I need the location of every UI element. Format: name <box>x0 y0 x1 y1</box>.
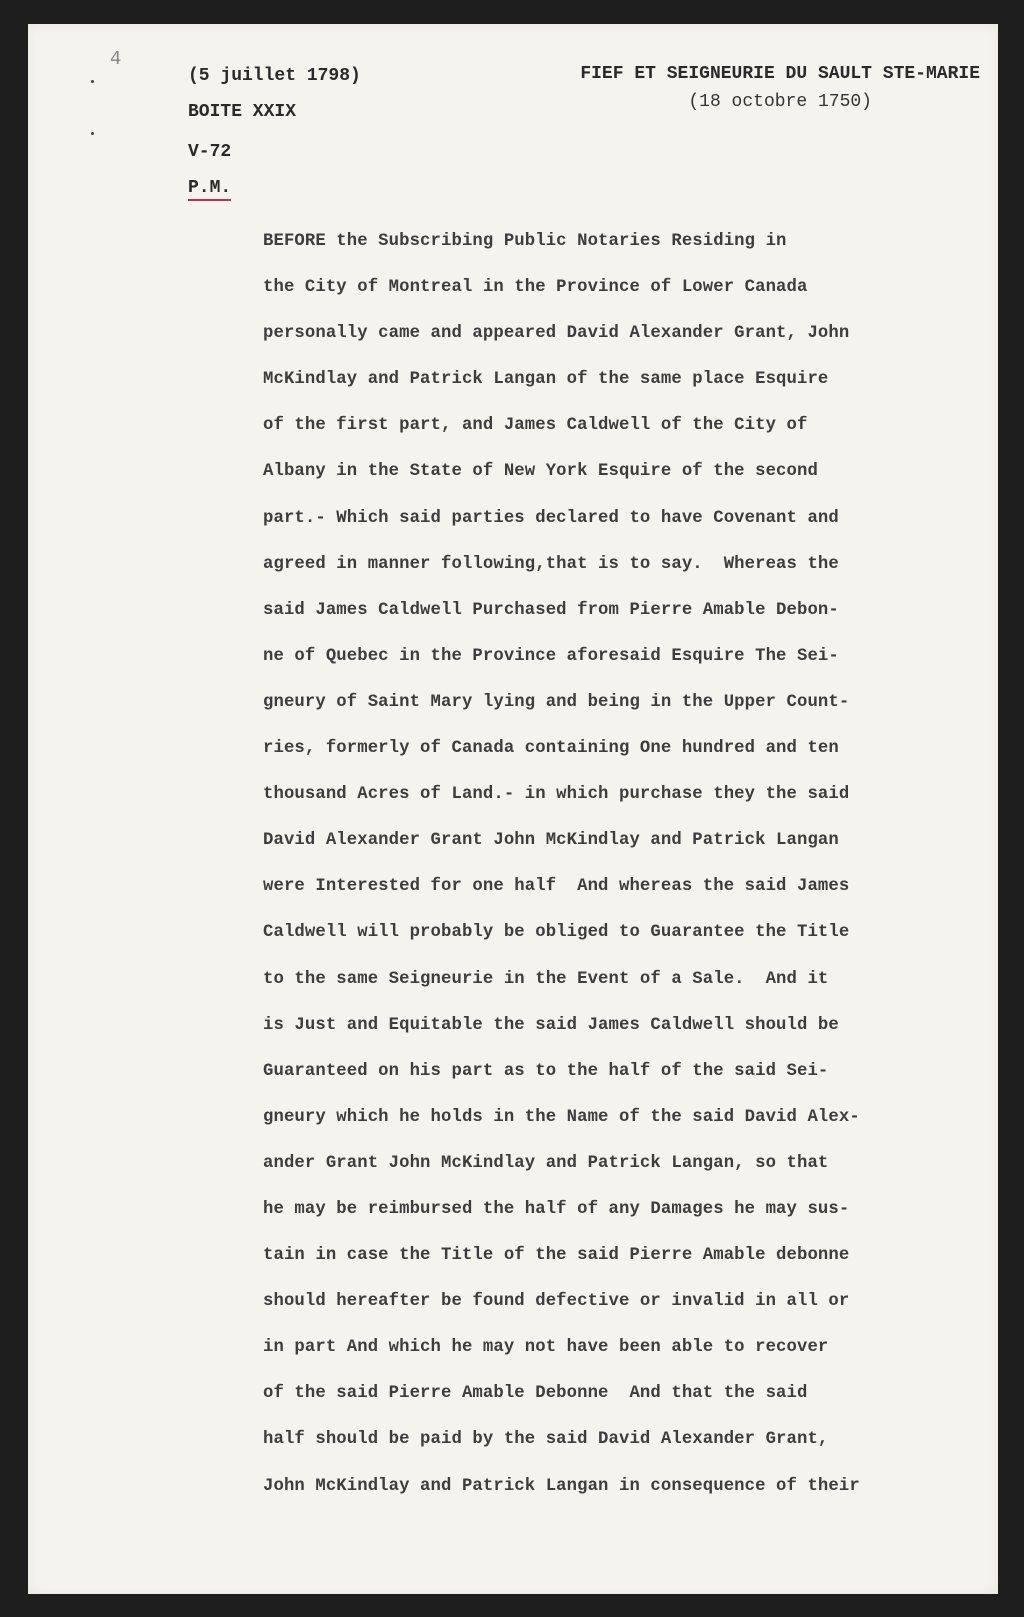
body-line: tain in case the Title of the said Pierre Amable debonne <box>263 1246 850 1266</box>
body-line: personally came and appeared David Alexander Grant, John <box>263 324 850 344</box>
body-line: BEFORE the Subscribing Public Notaries Residing in <box>263 232 787 251</box>
body-line: said James Caldwell Purchased from Pierre Amable Debon- <box>263 600 839 620</box>
body-line: is Just and Equitable the said James Caldwell should be <box>263 1015 839 1035</box>
body-line: should hereafter be found defective or invalid in all or <box>263 1292 850 1312</box>
header-box-line: BOITE XXIX <box>188 102 297 122</box>
body-line: were Interested for one half And whereas the said James <box>263 877 850 897</box>
document-title: FIEF ET SEIGNEURIE DU SAULT STE-MARIE <box>580 64 980 84</box>
body-line: of the said Pierre Amable Debonne And that the said <box>263 1384 808 1404</box>
body-line: Caldwell will probably be obliged to Guarantee the Title <box>263 923 850 943</box>
margin-dot <box>91 80 94 83</box>
body-line: ne of Quebec in the Province aforesaid Esquire The Sei- <box>263 646 839 666</box>
margin-dot <box>91 132 94 135</box>
margin-page-number: 4 <box>110 48 122 69</box>
document-page <box>28 24 998 1594</box>
body-line: of the first part, and James Caldwell of the City of <box>263 416 808 436</box>
body-line: Guaranteed on his part as to the half of the said Sei- <box>263 1061 829 1081</box>
document-body <box>263 232 963 1523</box>
body-line: the City of Montreal in the Province of Lower Canada <box>263 278 808 298</box>
body-line: McKindlay and Patrick Langan of the same place Esquire <box>263 370 829 390</box>
body-line: in part And which he may not have been able to recover <box>263 1338 829 1358</box>
header-initials-line <box>188 178 231 198</box>
body-line: thousand Acres of Land.- in which purchase they the said <box>263 785 850 805</box>
body-line: to the same Seigneurie in the Event of a Sale. And it <box>263 969 829 989</box>
body-line: half should be paid by the said David Alexander Grant, <box>263 1430 829 1450</box>
body-line: ander Grant John McKindlay and Patrick Langan, so that <box>263 1153 829 1173</box>
document-title-date: (18 octobre 1750) <box>688 92 872 112</box>
body-line: agreed in manner following,that is to say. Whereas the <box>263 554 839 574</box>
header-volume-line: V-72 <box>188 142 232 162</box>
body-line: John McKindlay and Patrick Langan in consequence of their <box>263 1476 860 1496</box>
body-line: David Alexander Grant John McKindlay and Patrick Langan <box>263 831 839 851</box>
header-date-line: (5 juillet 1798) <box>188 66 361 86</box>
body-line: he may be reimbursed the half of any Damages he may sus- <box>263 1199 850 1219</box>
header-title-block <box>580 60 980 116</box>
header-initials: P.M. <box>188 178 231 201</box>
body-line: part.- Which said parties declared to have Covenant and <box>263 508 839 528</box>
body-line: ries, formerly of Canada containing One hundred and ten <box>263 739 839 759</box>
body-line: gneury of Saint Mary lying and being in the Upper Count- <box>263 692 850 712</box>
body-line: Albany in the State of New York Esquire of the second <box>263 462 818 482</box>
body-line: gneury which he holds in the Name of the said David Alex- <box>263 1107 860 1127</box>
